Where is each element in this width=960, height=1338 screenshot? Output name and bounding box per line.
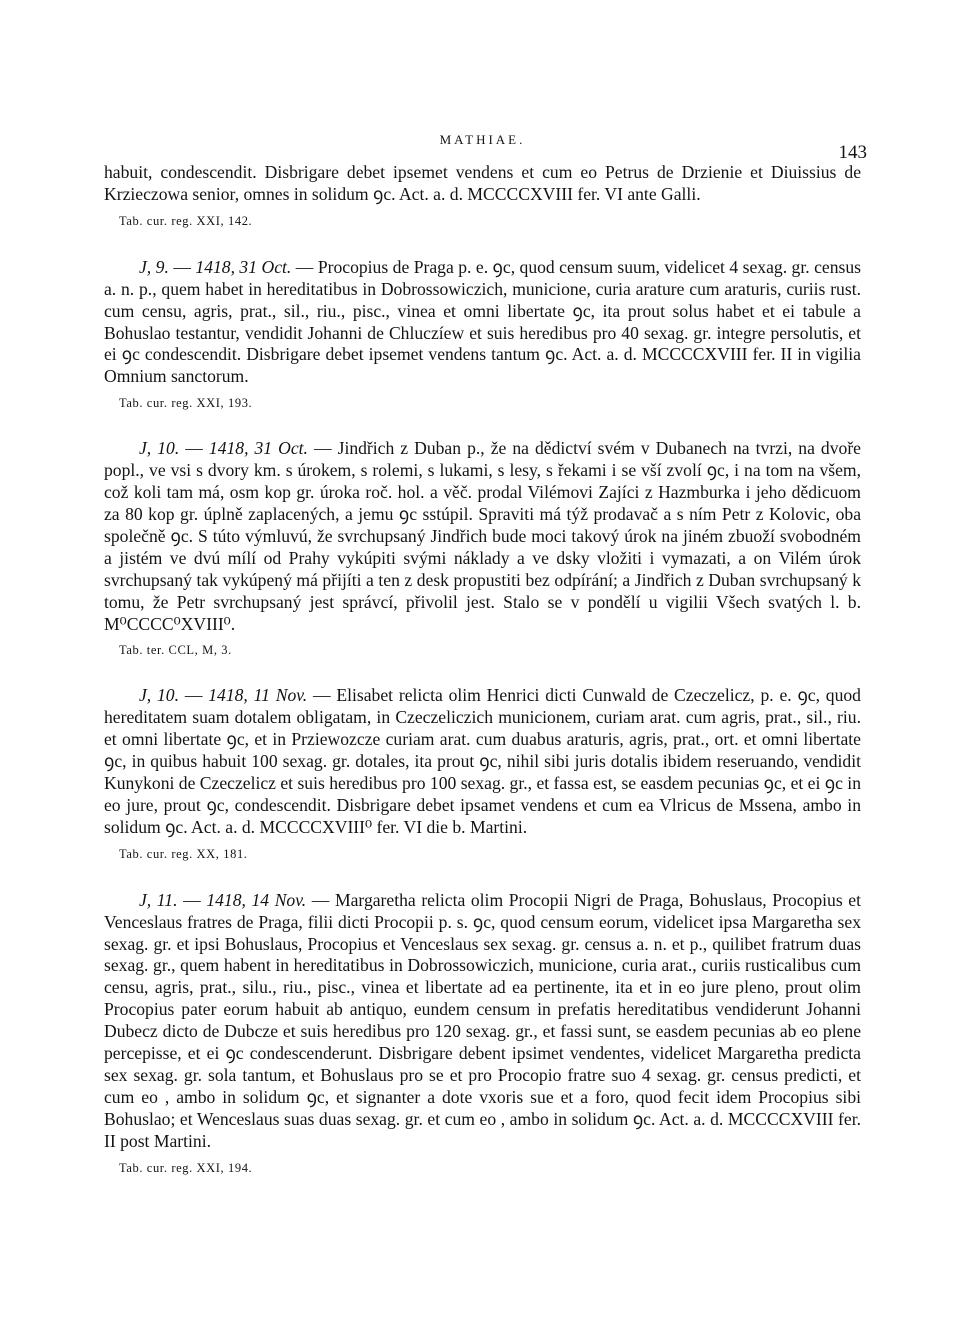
entry-j10-oct [104,438,861,659]
entry-number: J, 9. [139,256,169,277]
source-reference: Tab. cur. reg. XX, 181. [119,846,248,861]
entry-date: 1418, 14 Nov. [206,889,307,910]
entry-number: J, 10. [139,438,180,459]
entry-text: habuit, condescendit. Disbrigare debet ipsemet vendens et cum eo Petrus de Drzienie et Diuissius de Krzieczowa senior, omnes in solidum ꝯc. Act. a. d. MCCCCXVIII fer. VI ante Galli. [104,162,861,204]
continued-entry [104,162,861,230]
source-reference: Tab. cur. reg. XXI, 193. [119,396,253,411]
entry-date: 1418, 31 Oct. [195,256,292,277]
source-reference: Tab. ter. CCL, M, 3. [119,643,232,658]
entry-text [104,438,861,635]
entry-j9 [104,257,861,412]
entry-separator: — [295,256,314,277]
running-title: MATHIAE. [439,132,526,147]
entry-j10-nov [104,685,861,862]
entry-text [104,257,861,388]
entry-date: 1418, 11 Nov. [208,685,308,706]
entry-number: J, 11. [139,889,178,910]
source-reference: Tab. cur. reg. XXI, 194. [119,1160,253,1175]
entry-separator: — [183,889,201,910]
entry-date: 1418, 31 Oct. [208,438,308,459]
entry-separator: — [312,685,331,706]
entry-number: J, 10. [139,685,180,706]
entry-body: Jindřich z Duban p., že na dědictví svém v Dubanech na tvrzi, na dvoře popl., ve vsi s dvory km. s úrokem, s rolemi, s lukami, s lesy, s řekami i se vší zvolí ꝯc, i na tom na všem, což koli tam má, osm kop gr. úroka roč. hol. a věč. prodal Vilémovi Zajíci z Hazmburka i jeho dědicuom za 80 kop gr. úplně zaplacených, a jemu ꝯc sstúpil. Spraviti má týž prodavač a s ním Petr z Kolovic, oba společně ꝯc. S túto výmluvú, že svrchupsaný Jindřich bude moci takový úrok na jiném zbuoží svobodném a jistém ve dvú mílí od Prahy vykúpiti svými náklady a ve dsky vložiti i vymazati, a on Vilém úrok svrchupsaný tak vykúpený má přijíti a ten z desk propustiti bez odpírání; a Jindřich z Duban svrchupsaný k tomu, že Petr svrchupsaný jest správcí, přivolil jest. Stalo se v pondělí u vigilii Všech svatých l. b. M⁰CCCC⁰XVIII⁰. [104,438,861,634]
entry-text [104,890,861,1153]
page-number: 143 [838,142,867,163]
entry-separator: — [173,256,191,277]
entry-body: Elisabet relicta olim Henrici dicti Cunwald de Czeczelicz, p. e. ꝯc, quod hereditatem suam dotalem obligatam, in Czeczeliczich municionem, curiam arat. cum agris, prat., sil., riu. et omni libertate ꝯc, et in Prziewozcze curiam arat. cum duabus araturis, agris, prat., ort. et omni libertate ꝯc, in quibus habuit 100 sexag. gr. dotales, ita prout ꝯc, nihil sibi juris dotalis ibidem reseruando, vendidit Kunykoni de Czeczelicz et suis heredibus pro 100 sexag. gr., et fassa est, se easdem pecunias ꝯc, et ei ꝯc in eo jure, prout ꝯc, condescendit. Disbrigare debet ipsamet vendens et cum ea Vlricus de Mssena, ambo in solidum ꝯc. Act. a. d. MCCCCXVIII⁰ fer. VI die b. Martini. [104,685,861,837]
document-page [104,128,867,1177]
entry-separator: — [313,438,332,459]
entry-separator: — [185,438,203,459]
entry-body: Margaretha relicta olim Procopii Nigri de Praga, Bohuslaus, Procopius et Venceslaus fratres de Praga, filii dicti Procopii p. s. ꝯc, quod censum eorum, videlicet ipsa Margaretha sex sexag. gr. et ipsi Bohuslaus, Procopius et Venceslaus sex sexag. gr. census a. n. et p., quilibet fratrum duas sexag. gr., quem habent in hereditatibus in Dobrossowiczich, municione, curia arat., curiis rusticalibus cum censu, agris, prat., silu., riu., pisc., vinea et libertate ad ea pertinente, ita et in eo jure pleno, prout olim Procopius pater eorum habuit ab antiquo, eundem censum in prefatis hereditatibus vendiderunt Johanni Dubecz dicto de Dubcze et suis heredibus pro 120 sexag. gr., et fassi sunt, se easdem pecunias ab eo plene percepisse, et ei ꝯc condescenderunt. Disbrigare debent ipsimet vendentes, videlicet Margaretha predicta sex sexag. gr. sola tantum, et Bohuslaus pro se et pro Procopio fratre suo 4 sexag. gr. census predicti, et cum eo , ambo in solidum ꝯc, et signanter a dote vxoris sue et a foro, quod fecit idem Procopius sibi Bohuslao; et Wenceslaus suas duas sexag. gr. et cum eo , ambo in solidum ꝯc. Act. a. d. MCCCCXVIII fer. II post Martini. [104,889,861,1151]
entry-body: Procopius de Praga p. e. ꝯc, quod censum suum, videlicet 4 sexag. gr. census a. n. p., quem habet in hereditatibus in Dobrossowiczich, municione, curia arature cum araturis, curiis rust. cum censu, agris, prat., sil., riu., pisc., vinea et omni libertate ꝯc, ita prout solus habet et ei tabule a Bohuslao testantur, vendidit Johanni de Chluczíew et suis heredibus pro 40 sexag. gr. integre persolutis, et ei ꝯc condescendit. Disbrigare debet ipsemet vendens tantum ꝯc. Act. a. d. MCCCCXVIII fer. II in vigilia Omnium sanctorum. [104,256,862,387]
running-head [104,128,867,163]
source-reference: Tab. cur. reg. XXI, 142. [119,213,253,228]
entry-text [104,685,861,838]
entry-separator: — [184,685,203,706]
entry-j11 [104,890,861,1177]
entry-separator: — [311,889,330,910]
